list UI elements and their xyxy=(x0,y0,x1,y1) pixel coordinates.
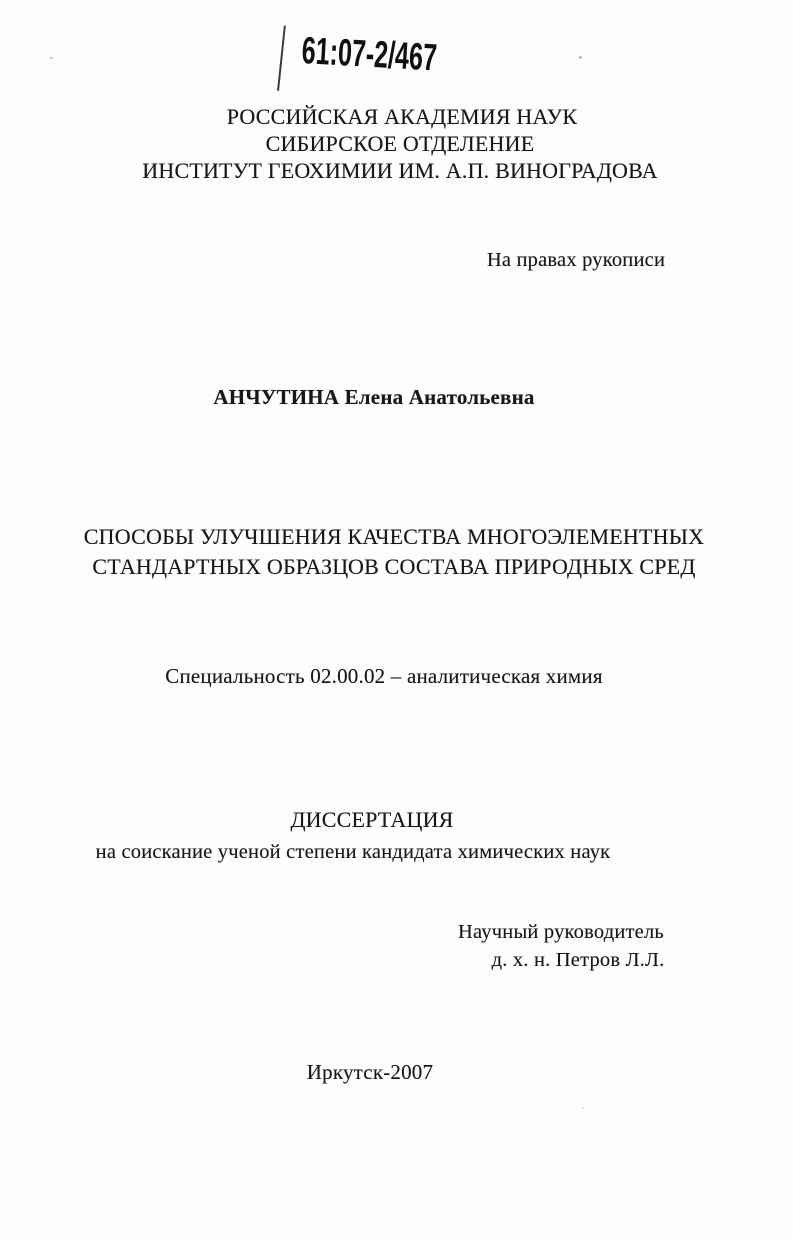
header-branch: СИБИРСКОЕ ОТДЕЛЕНИЕ xyxy=(265,131,535,156)
title-line-2: СТАНДАРТНЫХ ОБРАЗЦОВ СОСТАВА ПРИРОДНЫХ СРЕД xyxy=(92,554,696,579)
stamp-slash-mark xyxy=(277,25,286,91)
degree-line: на соискание ученой степени кандидата химических наук xyxy=(95,841,611,863)
author-name: АНЧУТИНА Елена Анатольевна xyxy=(213,385,535,409)
supervisor-name: д. х. н. Петров Л.Л. xyxy=(491,949,665,971)
specialty-line: Специальность 02.00.02 – аналитическая химия xyxy=(165,664,603,688)
header-academy: РОССИЙСКАЯ АКАДЕМИЯ НАУК xyxy=(226,104,578,129)
scan-speck xyxy=(50,57,53,59)
scan-speck xyxy=(582,1107,584,1109)
stamp-number: 61:07-2/467 xyxy=(300,30,439,80)
thesis-type-label: ДИССЕРТАЦИЯ xyxy=(290,807,454,832)
city-year: Иркутск-2007 xyxy=(306,1060,434,1084)
title-line-1: СПОСОБЫ УЛУЧШЕНИЯ КАЧЕСТВА МНОГОЭЛЕМЕНТНЫХ xyxy=(83,524,705,549)
header-institute: ИНСТИТУТ ГЕОХИМИИ ИМ. А.П. ВИНОГРАДОВА xyxy=(142,158,658,183)
supervisor-label: Научный руководитель xyxy=(458,921,664,943)
manuscript-note: На правах рукописи xyxy=(486,249,666,271)
scan-speck xyxy=(579,56,582,59)
